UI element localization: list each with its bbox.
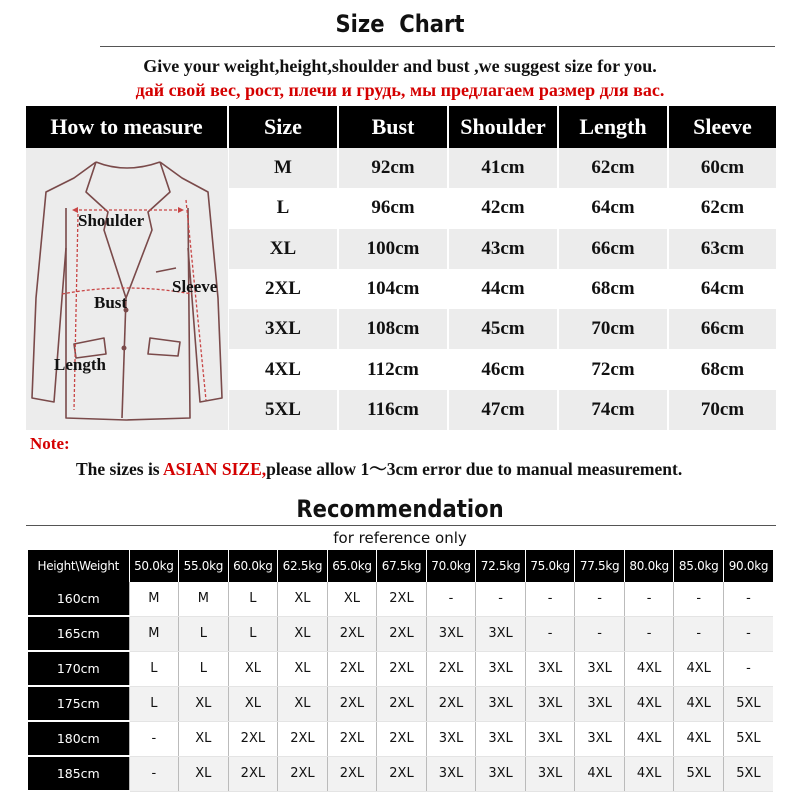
recommended-size-cell: 3XL xyxy=(525,651,575,686)
intro-russian: дай свой вес, рост, плечи и грудь, мы предлагаем размер для вас. xyxy=(135,80,665,100)
recommended-size-cell: 2XL xyxy=(377,616,427,651)
recommended-size-cell: - xyxy=(723,616,773,651)
note-text-before: The sizes is xyxy=(76,459,164,479)
recommended-size-cell: XL xyxy=(278,616,328,651)
recommended-size-cell: XL xyxy=(228,651,278,686)
weight-header: 70.0kg xyxy=(426,550,476,582)
bust-cell: 108cm xyxy=(338,309,448,349)
recommended-size-cell: XL xyxy=(228,686,278,721)
recommended-size-cell: 2XL xyxy=(377,651,427,686)
weight-header: 80.0kg xyxy=(624,550,674,582)
recommendation-row xyxy=(28,686,773,721)
recommended-size-cell: 2XL xyxy=(327,651,377,686)
sleeve-cell: 68cm xyxy=(668,349,776,389)
recommended-size-cell: XL xyxy=(179,686,229,721)
size-cell: 5XL xyxy=(228,390,338,430)
recommended-size-cell: M xyxy=(129,582,179,616)
recommended-size-cell: 3XL xyxy=(476,651,526,686)
length-cell: 74cm xyxy=(558,390,668,430)
recommended-size-cell: 5XL xyxy=(723,756,773,791)
recommendation-title: Recommendation xyxy=(296,495,504,523)
recommendation-table xyxy=(28,550,773,792)
height-cell: 170cm xyxy=(28,651,129,686)
page-title: Size Chart xyxy=(335,10,465,38)
sleeve-cell: 66cm xyxy=(668,309,776,349)
weight-header: 72.5kg xyxy=(476,550,526,582)
recommended-size-cell: 3XL xyxy=(525,756,575,791)
recommendation-header xyxy=(28,550,773,582)
weight-header: 50.0kg xyxy=(129,550,179,582)
size-cell: XL xyxy=(228,229,338,269)
recommended-size-cell: 4XL xyxy=(624,686,674,721)
recommendation-row xyxy=(28,651,773,686)
shoulder-cell: 42cm xyxy=(448,188,558,228)
recommended-size-cell: 2XL xyxy=(228,721,278,756)
size-cell: M xyxy=(228,148,338,188)
note-label: Note: xyxy=(30,434,70,453)
shoulder-cell: 46cm xyxy=(448,349,558,389)
height-cell: 180cm xyxy=(28,721,129,756)
bust-cell: 104cm xyxy=(338,269,448,309)
recommended-size-cell: - xyxy=(723,582,773,616)
recommended-size-cell: 2XL xyxy=(377,686,427,721)
recommended-size-cell: 4XL xyxy=(624,651,674,686)
sleeve-cell: 70cm xyxy=(668,390,776,430)
bust-cell: 96cm xyxy=(338,188,448,228)
recommended-size-cell: 4XL xyxy=(624,721,674,756)
header-sleeve: Sleeve xyxy=(668,106,776,148)
bust-cell: 92cm xyxy=(338,148,448,188)
shoulder-cell: 45cm xyxy=(448,309,558,349)
weight-header: 75.0kg xyxy=(525,550,575,582)
recommendation-divider xyxy=(26,525,776,526)
weight-header: 90.0kg xyxy=(723,550,773,582)
recommended-size-cell: 3XL xyxy=(525,686,575,721)
jacket-diagram-icon xyxy=(26,148,228,430)
recommended-size-cell: - xyxy=(575,616,625,651)
intro-english: Give your weight,height,shoulder and bust ,we suggest size for you. xyxy=(143,56,657,76)
recommendation-subtitle: for reference only xyxy=(333,529,467,547)
bust-label: Bust xyxy=(94,293,128,312)
header-bust: Bust xyxy=(338,106,448,148)
recommended-size-cell: L xyxy=(129,651,179,686)
recommended-size-cell: XL xyxy=(179,721,229,756)
recommended-size-cell: L xyxy=(179,616,229,651)
recommended-size-cell: 2XL xyxy=(228,756,278,791)
recommended-size-cell: 4XL xyxy=(674,651,724,686)
header-size: Size xyxy=(228,106,338,148)
recommendation-row xyxy=(28,721,773,756)
length-cell: 70cm xyxy=(558,309,668,349)
height-cell: 185cm xyxy=(28,756,129,791)
weight-header: 62.5kg xyxy=(278,550,328,582)
weight-header: 55.0kg xyxy=(179,550,229,582)
recommended-size-cell: L xyxy=(129,686,179,721)
header-how-to-measure: How to measure xyxy=(26,106,228,148)
recommended-size-cell: 3XL xyxy=(426,616,476,651)
recommended-size-cell: 3XL xyxy=(575,651,625,686)
recommended-size-cell: - xyxy=(525,582,575,616)
recommended-size-cell: 2XL xyxy=(426,651,476,686)
shoulder-cell: 41cm xyxy=(448,148,558,188)
recommended-size-cell: - xyxy=(129,721,179,756)
title-divider xyxy=(100,46,775,47)
recommended-size-cell: XL xyxy=(278,651,328,686)
recommended-size-cell: 4XL xyxy=(674,686,724,721)
sleeve-cell: 63cm xyxy=(668,229,776,269)
recommended-size-cell: M xyxy=(129,616,179,651)
sleeve-cell: 64cm xyxy=(668,269,776,309)
length-cell: 68cm xyxy=(558,269,668,309)
recommended-size-cell: 3XL xyxy=(426,756,476,791)
recommended-size-cell: 2XL xyxy=(327,686,377,721)
recommended-size-cell: - xyxy=(674,616,724,651)
size-cell: 2XL xyxy=(228,269,338,309)
weight-header: 65.0kg xyxy=(327,550,377,582)
recommended-size-cell: L xyxy=(179,651,229,686)
recommended-size-cell: 3XL xyxy=(575,721,625,756)
size-row xyxy=(26,148,776,188)
weight-header: 77.5kg xyxy=(575,550,625,582)
shoulder-label: Shoulder xyxy=(78,211,145,230)
recommended-size-cell: 2XL xyxy=(426,686,476,721)
weight-header: 60.0kg xyxy=(228,550,278,582)
recommended-size-cell: XL xyxy=(327,582,377,616)
length-cell: 72cm xyxy=(558,349,668,389)
recommended-size-cell: - xyxy=(624,616,674,651)
recommended-size-cell: L xyxy=(228,582,278,616)
size-cell: 4XL xyxy=(228,349,338,389)
recommended-size-cell: 2XL xyxy=(327,616,377,651)
size-table-header xyxy=(26,106,776,148)
recommended-size-cell: 5XL xyxy=(723,686,773,721)
recommended-size-cell: XL xyxy=(179,756,229,791)
recommended-size-cell: XL xyxy=(278,582,328,616)
recommended-size-cell: 3XL xyxy=(525,721,575,756)
recommendation-row xyxy=(28,756,773,791)
recommended-size-cell: 2XL xyxy=(377,756,427,791)
header-height-weight: Height\Weight xyxy=(28,550,129,582)
recommended-size-cell: - xyxy=(624,582,674,616)
length-cell: 62cm xyxy=(558,148,668,188)
header-shoulder: Shoulder xyxy=(448,106,558,148)
recommended-size-cell: - xyxy=(575,582,625,616)
recommended-size-cell: - xyxy=(129,756,179,791)
recommended-size-cell: M xyxy=(179,582,229,616)
recommended-size-cell: - xyxy=(723,651,773,686)
recommended-size-cell: 5XL xyxy=(674,756,724,791)
measurement-diagram xyxy=(26,148,228,430)
recommended-size-cell: 3XL xyxy=(476,721,526,756)
recommendation-row xyxy=(28,616,773,651)
recommended-size-cell: 2XL xyxy=(377,582,427,616)
recommended-size-cell: 5XL xyxy=(723,721,773,756)
recommended-size-cell: 4XL xyxy=(674,721,724,756)
sleeve-label: Sleeve xyxy=(172,277,218,296)
recommendation-row xyxy=(28,582,773,616)
recommended-size-cell: 4XL xyxy=(575,756,625,791)
recommended-size-cell: - xyxy=(426,582,476,616)
recommended-size-cell: - xyxy=(525,616,575,651)
height-cell: 175cm xyxy=(28,686,129,721)
recommended-size-cell: 2XL xyxy=(327,756,377,791)
recommended-size-cell: 3XL xyxy=(426,721,476,756)
note-text xyxy=(76,456,682,481)
recommended-size-cell: - xyxy=(476,582,526,616)
recommended-size-cell: 3XL xyxy=(476,686,526,721)
recommended-size-cell: 4XL xyxy=(624,756,674,791)
recommended-size-cell: - xyxy=(674,582,724,616)
recommended-size-cell: 2XL xyxy=(278,721,328,756)
weight-header: 67.5kg xyxy=(377,550,427,582)
recommended-size-cell: 3XL xyxy=(476,616,526,651)
size-table xyxy=(26,106,776,430)
bust-cell: 100cm xyxy=(338,229,448,269)
shoulder-cell: 44cm xyxy=(448,269,558,309)
shoulder-cell: 47cm xyxy=(448,390,558,430)
height-cell: 160cm xyxy=(28,582,129,616)
recommended-size-cell: 3XL xyxy=(575,686,625,721)
recommended-size-cell: XL xyxy=(278,686,328,721)
recommended-size-cell: L xyxy=(228,616,278,651)
shoulder-cell: 43cm xyxy=(448,229,558,269)
note-highlight: ASIAN SIZE, xyxy=(163,459,267,479)
recommended-size-cell: 2XL xyxy=(278,756,328,791)
header-length: Length xyxy=(558,106,668,148)
sleeve-cell: 62cm xyxy=(668,188,776,228)
sleeve-cell: 60cm xyxy=(668,148,776,188)
bust-cell: 112cm xyxy=(338,349,448,389)
recommended-size-cell: 2XL xyxy=(327,721,377,756)
recommended-size-cell: 3XL xyxy=(476,756,526,791)
note-text-after: please allow 1～3cm error due to manual measurement. xyxy=(266,459,683,479)
length-cell: 64cm xyxy=(558,188,668,228)
length-cell: 66cm xyxy=(558,229,668,269)
size-cell: 3XL xyxy=(228,309,338,349)
length-label: Length xyxy=(54,355,106,374)
height-cell: 165cm xyxy=(28,616,129,651)
recommended-size-cell: 2XL xyxy=(377,721,427,756)
bust-cell: 116cm xyxy=(338,390,448,430)
size-cell: L xyxy=(228,188,338,228)
weight-header: 85.0kg xyxy=(674,550,724,582)
